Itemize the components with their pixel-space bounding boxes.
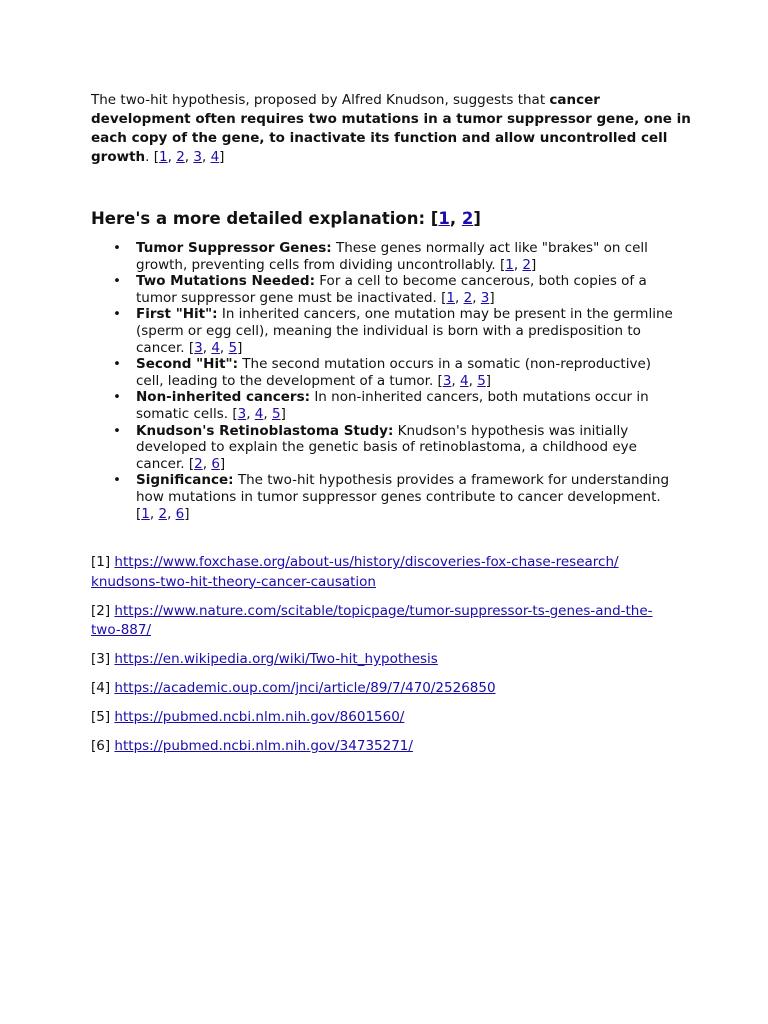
- document-body: [91, 91, 691, 754]
- reference-link[interactable]: [91, 554, 619, 590]
- reference-number: [1]: [91, 554, 115, 570]
- list-item-term: Non-inherited cancers:: [136, 389, 311, 406]
- list-item: • Second "Hit": The second mutation occurs in a somatic (non-reproductive) cell, leading to the development of a tumor. [3, 4, 5]: [91, 356, 681, 389]
- intro-close: ]: [219, 149, 225, 165]
- citation-link[interactable]: 5: [271, 405, 281, 422]
- citation-link[interactable]: 6: [175, 505, 185, 522]
- citation-link[interactable]: 2: [194, 455, 203, 472]
- reference-item: [91, 737, 691, 757]
- citation-link[interactable]: 2: [461, 209, 474, 228]
- list-item: • Tumor Suppressor Genes: These genes normally act like "brakes" on cell growth, preventing cells from dividing uncontrollably. [1, 2]: [91, 240, 681, 273]
- reference-link[interactable]: https://en.wikipedia.org/wiki/Two-hit_hypothesis: [114, 651, 438, 667]
- citation-link[interactable]: 5: [228, 339, 238, 356]
- list-item-term: Significance:: [136, 472, 234, 489]
- citation-link[interactable]: 2: [176, 149, 185, 165]
- list-item-text: In inherited cancers, one mutation may be present in the germline (sperm or egg cell), meaning the individual is born with a predisposition to cancer. [: [136, 306, 673, 356]
- reference-item: [91, 708, 691, 728]
- reference-number: [5]: [91, 709, 115, 725]
- reference-number: [4]: [91, 680, 115, 696]
- heading-close: ]: [473, 209, 481, 228]
- intro-tail: . [: [145, 149, 159, 165]
- citation-link[interactable]: 5: [477, 372, 486, 389]
- citation-link[interactable]: 4: [211, 339, 220, 356]
- citation-link[interactable]: 2: [522, 256, 532, 273]
- citation-link[interactable]: 2: [463, 289, 473, 306]
- list-item-text: The two-hit hypothesis provides a framework for understanding how mutations in tumor suppressor genes contribute to cancer development. [: [136, 472, 670, 522]
- citation-link[interactable]: 1: [159, 149, 168, 165]
- citation-link[interactable]: 1: [446, 289, 455, 306]
- list-item-term: First "Hit":: [136, 306, 218, 323]
- list-item: • Knudson's Retinoblastoma Study: Knudson's hypothesis was initially developed to explain the genetic basis of retinoblastoma, a childhood eye cancer. [2, 6]: [91, 423, 681, 473]
- reference-link-text: two-887/: [91, 622, 152, 638]
- intro-bold-statement: cancer development often requires two mutations in a tumor suppressor gene, one in each copy of the gene, to inactivate its function and allow uncontrolled cell growth: [91, 92, 691, 165]
- citation-link[interactable]: 1: [438, 209, 450, 228]
- reference-number: [2]: [91, 602, 115, 619]
- reference-item: [91, 650, 691, 670]
- references-list: [91, 553, 691, 766]
- list-item-term: Tumor Suppressor Genes:: [136, 240, 332, 256]
- list-item-text: In non-inherited cancers, both mutations occur in somatic cells. [: [136, 389, 649, 422]
- list-item-text: Knudson's hypothesis was initially developed to explain the genetic basis of retinoblastoma, a childhood eye cancer. [: [136, 422, 637, 472]
- citation-link[interactable]: 4: [460, 372, 469, 389]
- reference-link[interactable]: https://pubmed.ncbi.nlm.nih.gov/8601560/: [114, 709, 405, 725]
- citation-link[interactable]: 2: [158, 505, 168, 522]
- reference-number: [3]: [91, 651, 115, 667]
- list-item-term: Knudson's Retinoblastoma Study:: [136, 422, 394, 439]
- list-item: • Two Mutations Needed: For a cell to become cancerous, both copies of a tumor suppressor gene must be inactivated. [1, 2, 3]: [91, 273, 681, 306]
- list-item: • Non-inherited cancers: In non-inherited cancers, both mutations occur in somatic cells. [3, 4, 5]: [91, 389, 681, 422]
- reference-link-text: knudsons-two-hit-theory-cancer-causation: [91, 573, 376, 590]
- list-item: • First "Hit": In inherited cancers, one mutation may be present in the germline (sperm or egg cell), meaning the individual is born with a predisposition to cancer. [3, 4, 5]: [91, 306, 681, 356]
- intro-paragraph: The two-hit hypothesis, proposed by Alfred Knudson, suggests that cancer development often requires two mutations in a tumor suppressor gene, one in each copy of the gene, to inactivate its function and allow uncontrolled cell growth. [1, 2, 3, 4]: [91, 92, 691, 165]
- citation-link[interactable]: 3: [442, 372, 452, 389]
- citation-link[interactable]: 3: [194, 339, 203, 356]
- list-item-term: Second "Hit":: [136, 356, 238, 373]
- section-heading: Here's a more detailed explanation: [1, 2]: [91, 209, 481, 228]
- reference-link-text: https://www.foxchase.org/about-us/history/discoveries-fox-chase-research/: [114, 554, 619, 570]
- citation-link[interactable]: 3: [237, 405, 247, 422]
- list-item: • Significance: The two-hit hypothesis provides a framework for understanding how mutations in tumor suppressor genes contribute to cancer development. [1, 2, 6]: [91, 472, 681, 522]
- heading-text: Here's a more detailed explanation: [: [91, 209, 439, 228]
- list-item-text: For a cell to become cancerous, both copies of a tumor suppressor gene must be inactivated. [: [136, 273, 647, 306]
- reference-item: [91, 602, 691, 641]
- citation-link[interactable]: 4: [210, 149, 220, 165]
- citation-link[interactable]: 6: [211, 455, 220, 472]
- reference-link[interactable]: [91, 603, 653, 639]
- citation-link[interactable]: 1: [505, 256, 514, 273]
- reference-link-text: https://www.nature.com/scitable/topicpage/tumor-suppressor-ts-genes-and-the-: [114, 602, 653, 619]
- citation-link[interactable]: 3: [480, 289, 490, 306]
- list-item-text: The second mutation occurs in a somatic (non-reproductive) cell, leading to the development of a tumor. [: [136, 356, 652, 389]
- explanation-list: [91, 240, 681, 522]
- citation-link[interactable]: 3: [193, 149, 202, 165]
- reference-link[interactable]: https://academic.oup.com/jnci/article/89/7/470/2526850: [114, 680, 496, 696]
- list-item-text: These genes normally act like "brakes" on cell growth, preventing cells from dividing uncontrollably. [: [136, 240, 648, 273]
- reference-item: [91, 553, 691, 592]
- reference-item: [91, 679, 691, 699]
- citation-link[interactable]: 4: [254, 405, 264, 422]
- list-item-term: Two Mutations Needed:: [136, 273, 315, 290]
- reference-number: [6]: [91, 738, 115, 754]
- reference-link[interactable]: https://pubmed.ncbi.nlm.nih.gov/34735271/: [114, 738, 413, 754]
- citation-link[interactable]: 1: [141, 505, 150, 522]
- intro-lead: The two-hit hypothesis, proposed by Alfred Knudson, suggests that: [91, 92, 550, 108]
